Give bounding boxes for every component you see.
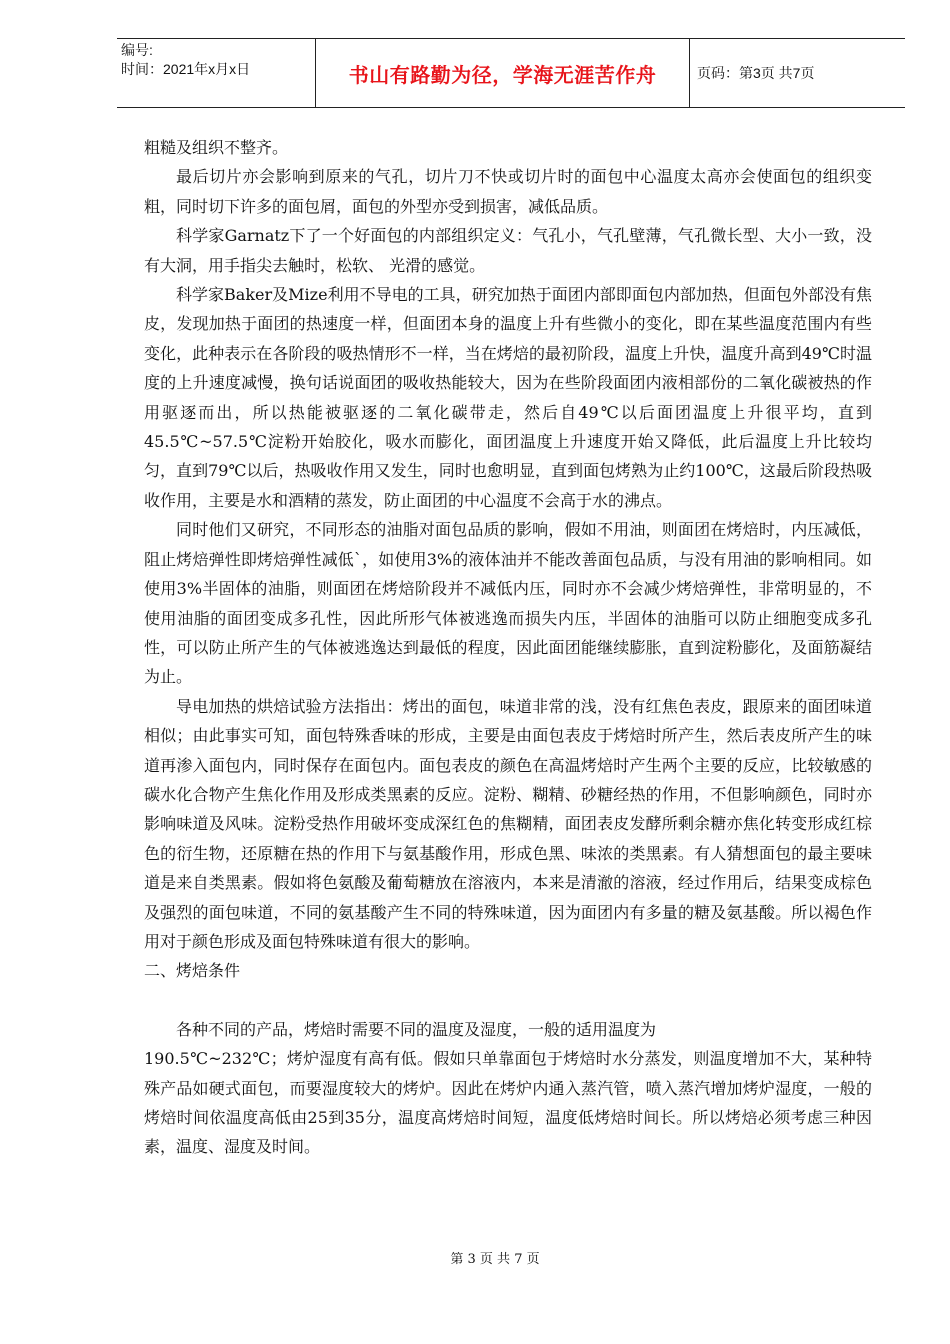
header-page-code: 页码：第3页 共7页 bbox=[697, 65, 815, 81]
page-footer: 第 3 页 共 7 页 bbox=[450, 1252, 540, 1267]
section-heading: 二、烤焙条件 bbox=[144, 961, 241, 981]
paragraph-garnatz: 科学家Garnatz下了一个好面包的内部组织定义：气孔小，气孔壁薄，气孔微长型、大小一致，没有大洞，用手指尖去触时，松软、 光滑的感觉。 bbox=[144, 226, 872, 275]
paragraph-slicing: 最后切片亦会影响到原来的气孔，切片刀不快或切片时的面包中心温度太高亦会使面包的组织变粗，同时切下许多的面包屑，面包的外型亦受到损害，减低品质。 bbox=[144, 167, 872, 216]
paragraph-continuation: 粗糙及组织不整齐。 bbox=[144, 138, 289, 157]
header-motto: 书山有路勤为径，学海无涯苦作舟 bbox=[316, 39, 690, 107]
section-paragraph-first-line: 各种不同的产品，烤焙时需要不同的温度及湿度，一般的适用温度为 bbox=[176, 1019, 657, 1039]
blank-line bbox=[144, 986, 872, 1015]
section-paragraph-rest: 190.5℃~232℃；烤炉湿度有高有低。假如只单靠面包于烤焙时水分蒸发，则温度增加不大，某种特殊产品如硬式面包，而要湿度较大的烤炉。因此在烤炉内通入蒸汽管，喷入蒸汽增加烤炉湿度，一般的烤焙时间依温度高低由25到35分，温度高烤焙时间短，温度低烤焙时间长。所以烤焙必须考虑三种因素，温度、湿度及时间。 bbox=[144, 1049, 872, 1157]
paragraph-flavor: 导电加热的烘焙试验方法指出：烤出的面包，味道非常的浅，没有红焦色表皮，跟原来的面团味道相似；由此事实可知，面包特殊香味的形成，主要是由面包表皮于烤焙时所产生，然后表皮所产生的味道再渗入面包内，同时保存在面包内。面包表皮的颜色在高温烤焙时产生两个主要的反应，比较敏感的碳水化合物产生焦化作用及形成类黑素的反应。淀粉、糊精、砂糖经热的作用，不但影响颜色，同时亦影响味道及风味。淀粉受热作用破坏变成深红色的焦糊精，面团表皮发酵所剩余糖亦焦化转变形成红棕色的衍生物，还原糖在热的作用下与氨基酸作用，形成色黑、味浓的类黑素。有人猜想面包的最主要味道是来自类黑素。假如将色氨酸及葡萄糖放在溶液内，本来是清澈的溶液，经过作用后，结果变成棕色及强烈的面包味道，不同的氨基酸产生不同的特殊味道，因为面团内有多量的糖及氨基酸。所以褐色作用对于颜色形成及面包特殊味道有很大的影响。 bbox=[144, 696, 872, 951]
header-meta bbox=[117, 39, 316, 107]
document-header bbox=[117, 38, 905, 108]
date-label: 时间：2021年x月x日 bbox=[121, 61, 251, 77]
serial-number-label: 编号: bbox=[121, 42, 153, 58]
paragraph-fats: 同时他们又研究，不同形态的油脂对面包品质的影响，假如不用油，则面团在烤焙时，内压减低，阻止烤焙弹性即烤焙弹性减低`，如使用3%的液体油并不能改善面包品质，与没有用油的影响相同。如使用3%半固体的油脂，则面团在烤焙阶段并不减低内压，同时亦不会减少烤焙弹性，非常明显的，不使用油脂的面团变成多孔性，因此所形气体被逃逸而损失内压，半固体的油脂可以防止细胞变成多孔性，可以防止所产生的气体被逃逸达到最低的程度，因此面团能继续膨胀，直到淀粉膨化，及面筋凝结为止。 bbox=[144, 520, 872, 687]
document-body bbox=[144, 133, 872, 1162]
paragraph-baker-mize: 科学家Baker及Mize利用不导电的工具，研究加热于面团内部即面包内部加热，但面包外部没有焦皮，发现加热于面团的热速度一样，但面团本身的温度上升有些微小的变化，即在某些温度范围内有些变化，此种表示在各阶段的吸热情形不一样，当在烤焙的最初阶段，温度上升快，温度升高到49℃时温度的上升速度减慢，换句话说面团的吸收热能较大，因为在些阶段面团内液相部份的二氧化碳被热的作用驱逐而出，所以热能被驱逐的二氧化碳带走，然后自49℃以后面团温度上升很平均，直到45.5℃~57.5℃淀粉开始胶化，吸水而膨化，面团温度上升速度开始又降低，此后温度上升比较均匀，直到79℃以后，热吸收作用又发生，同时也愈明显，直到面包烤熟为止约100℃，这最后阶段热吸收作用，主要是水和酒精的蒸发，防止面团的中心温度不会高于水的沸点。 bbox=[144, 285, 872, 510]
